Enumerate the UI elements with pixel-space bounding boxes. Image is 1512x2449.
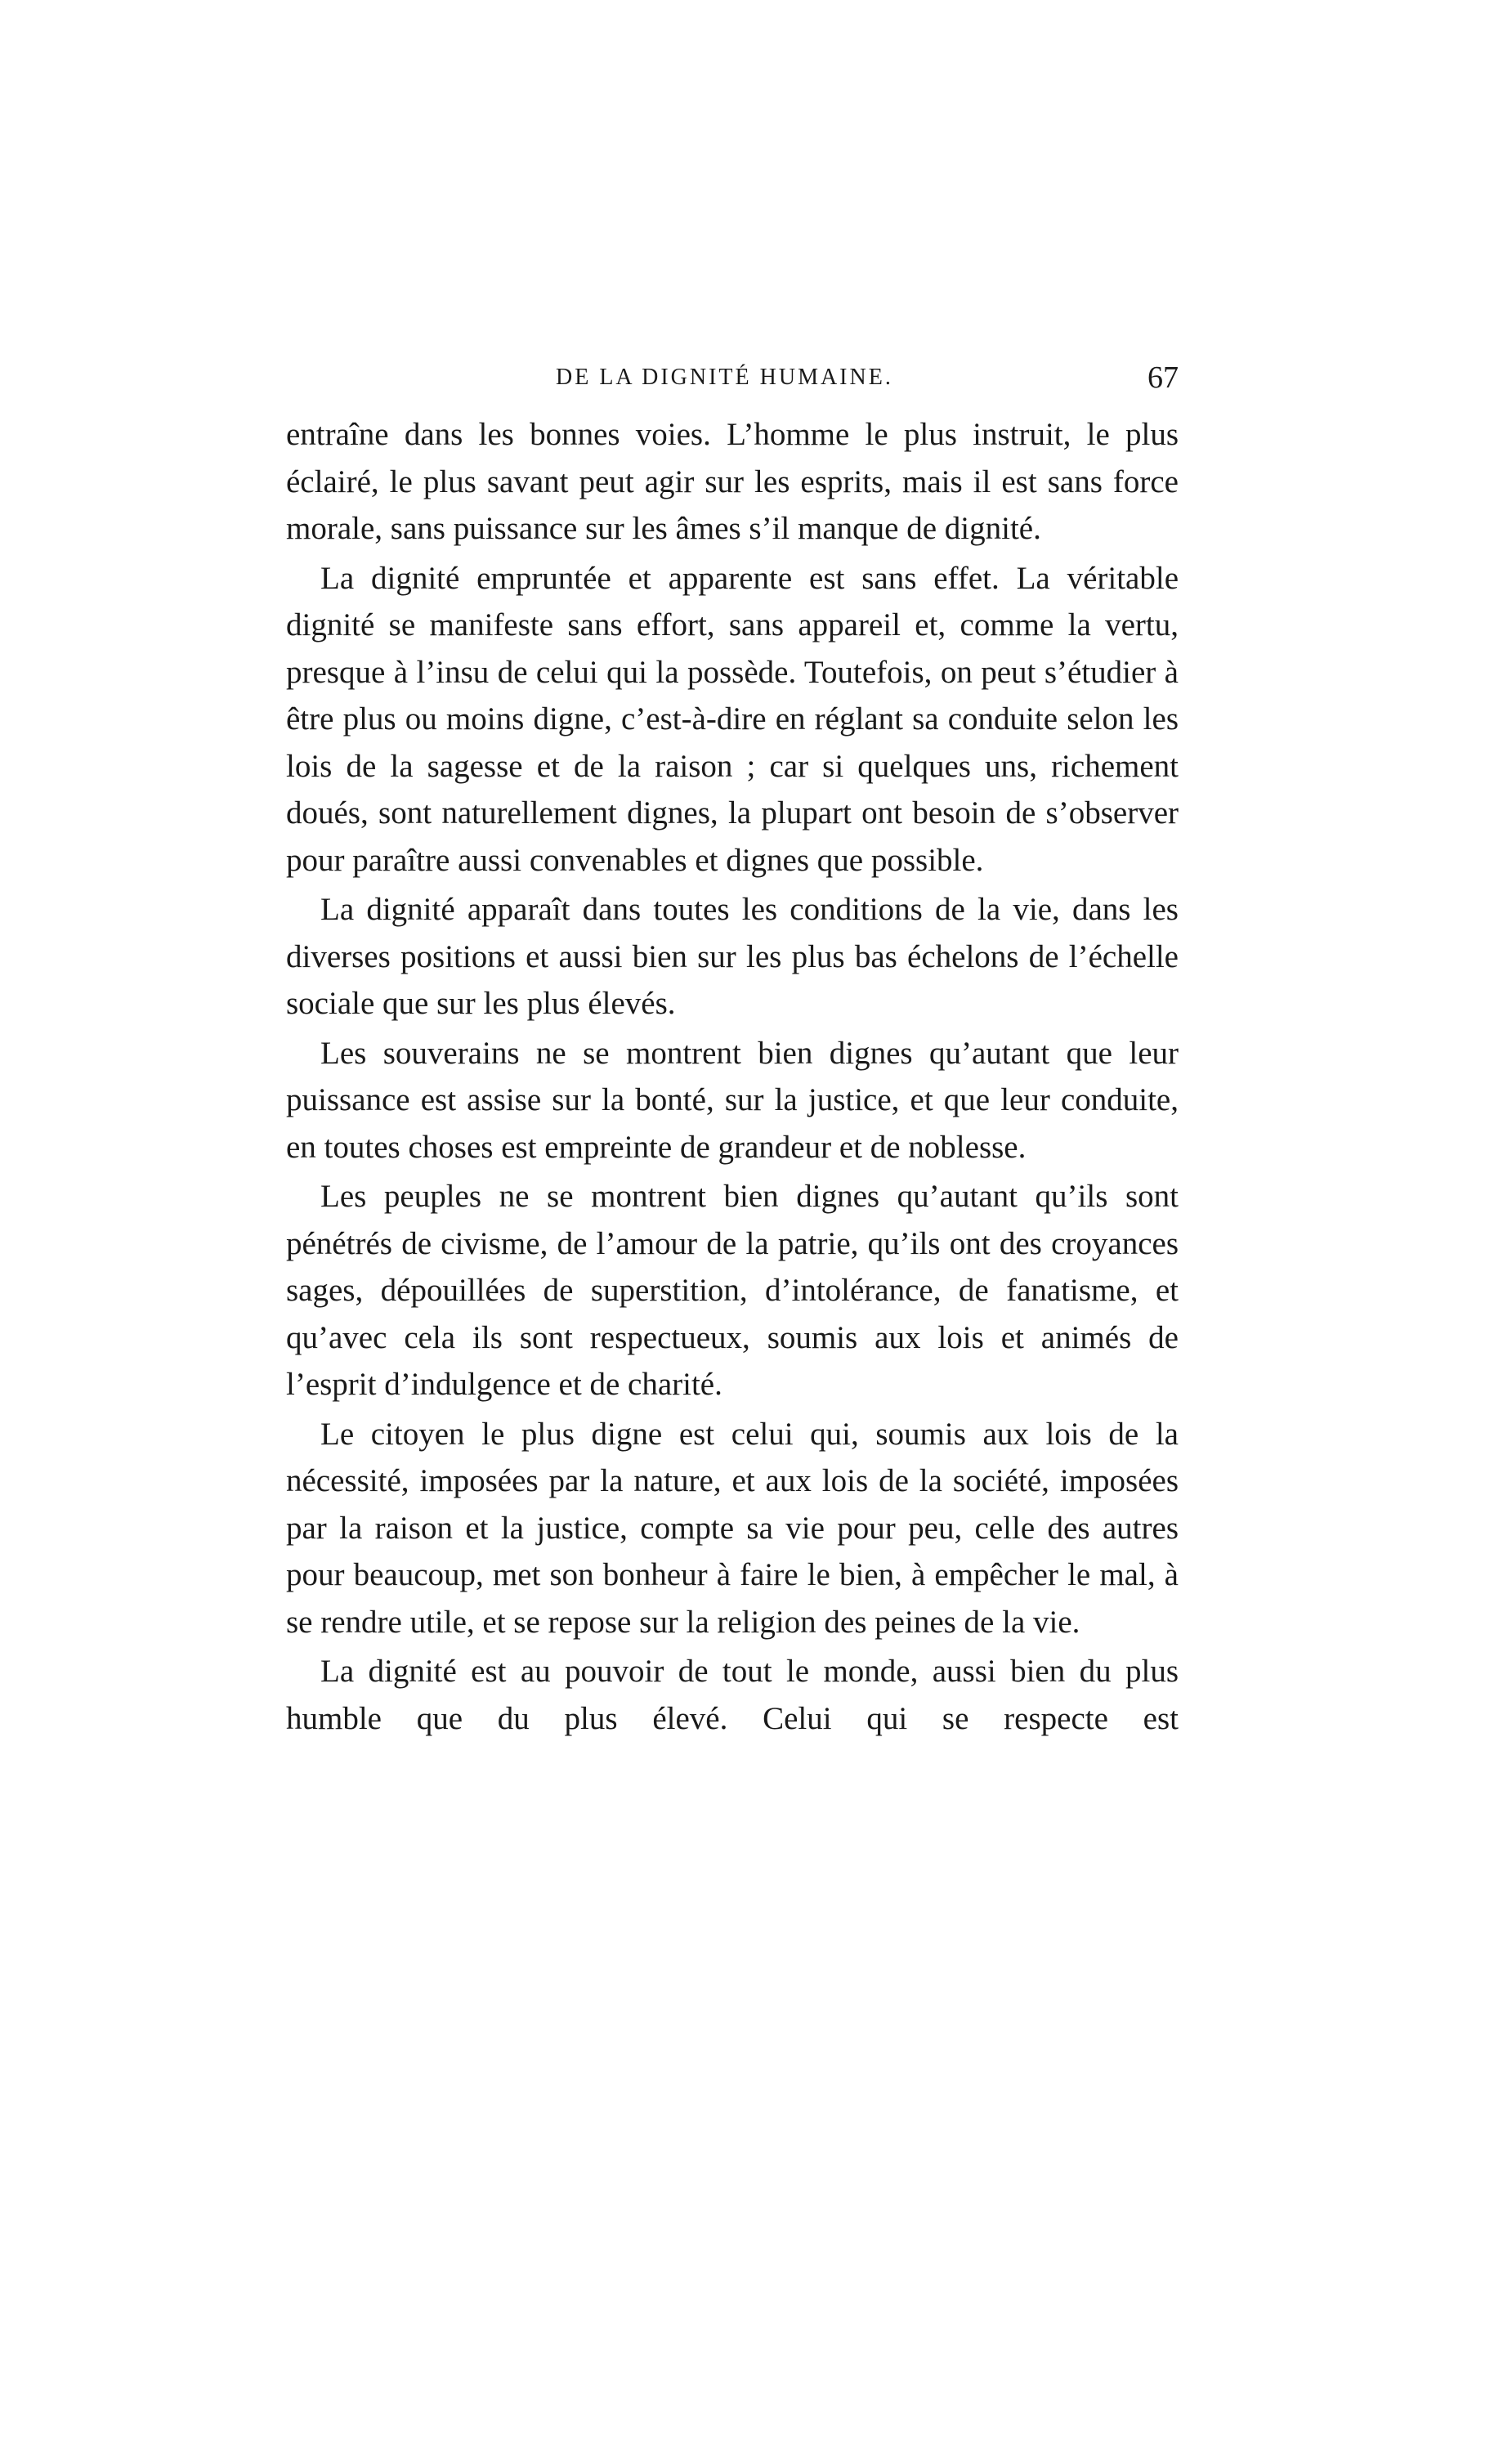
body-text xyxy=(286,411,1179,1744)
paragraph-citizen: Le citoyen le plus digne est celui qui, soumis aux lois de la nécessité, imposées par la nature, et aux lois de la société, imposées par la raison et la justice, compte sa vie pour peu, celle des autres pour beaucoup, met son bonheur à faire le bien, à empêcher le mal, à se rendre utile, et se repose sur la religion des peines de la vie. xyxy=(286,1416,1179,1640)
paragraph-peoples: Les peuples ne se montrent bien dignes qu’autant qu’ils sont pénétrés de civisme, de l’amour de la patrie, qu’ils ont des croyances sages, dépouillées de superstition, d’intolérance, de fanatisme, et qu’avec cela ils sont respectueux, soumis aux lois et animés de l’esprit d’indulgence et de charité. xyxy=(286,1179,1179,1402)
running-head xyxy=(286,360,1179,401)
paragraph-everyone: La dignité est au pouvoir de tout le monde, aussi bien du plus humble que du plus élevé. Celui qui se respecte est xyxy=(286,1654,1179,1736)
paragraph-sovereigns: Les souverains ne se montrent bien dignes qu’autant que leur puissance est assise sur la bonté, sur la justice, et que leur conduite, en toutes choses est empreinte de grandeur et de noblesse. xyxy=(286,1035,1179,1165)
running-title: DE LA DIGNITÉ HUMAINE. xyxy=(556,365,893,390)
paragraph-continuation: entraîne dans les bonnes voies. L’homme le plus instruit, le plus éclairé, le plus savant peut agir sur les esprits, mais il est sans force morale, sans puissance sur les âmes s’il manque de dignité. xyxy=(286,417,1179,546)
paragraph-borrowed-dignity: La dignité empruntée et apparente est sans effet. La véritable dignité se manifeste sans effort, sans appareil et, comme la vertu, presque à l’insu de celui qui la possède. Toutefois, on peut s’étudier à être plus ou moins digne, c’est-à-dire en réglant sa conduite selon les lois de la sagesse et de la raison ; car si quelques uns, richement doués, sont naturellement dignes, la plupart ont besoin de s’observer pour paraître aussi convenables et dignes que possible. xyxy=(286,560,1179,878)
paragraph-all-conditions: La dignité apparaît dans toutes les conditions de la vie, dans les diverses positions et aussi bien sur les plus bas échelons de l’échelle sociale que sur les plus élevés. xyxy=(286,892,1179,1021)
page-number: 67 xyxy=(1147,360,1179,395)
